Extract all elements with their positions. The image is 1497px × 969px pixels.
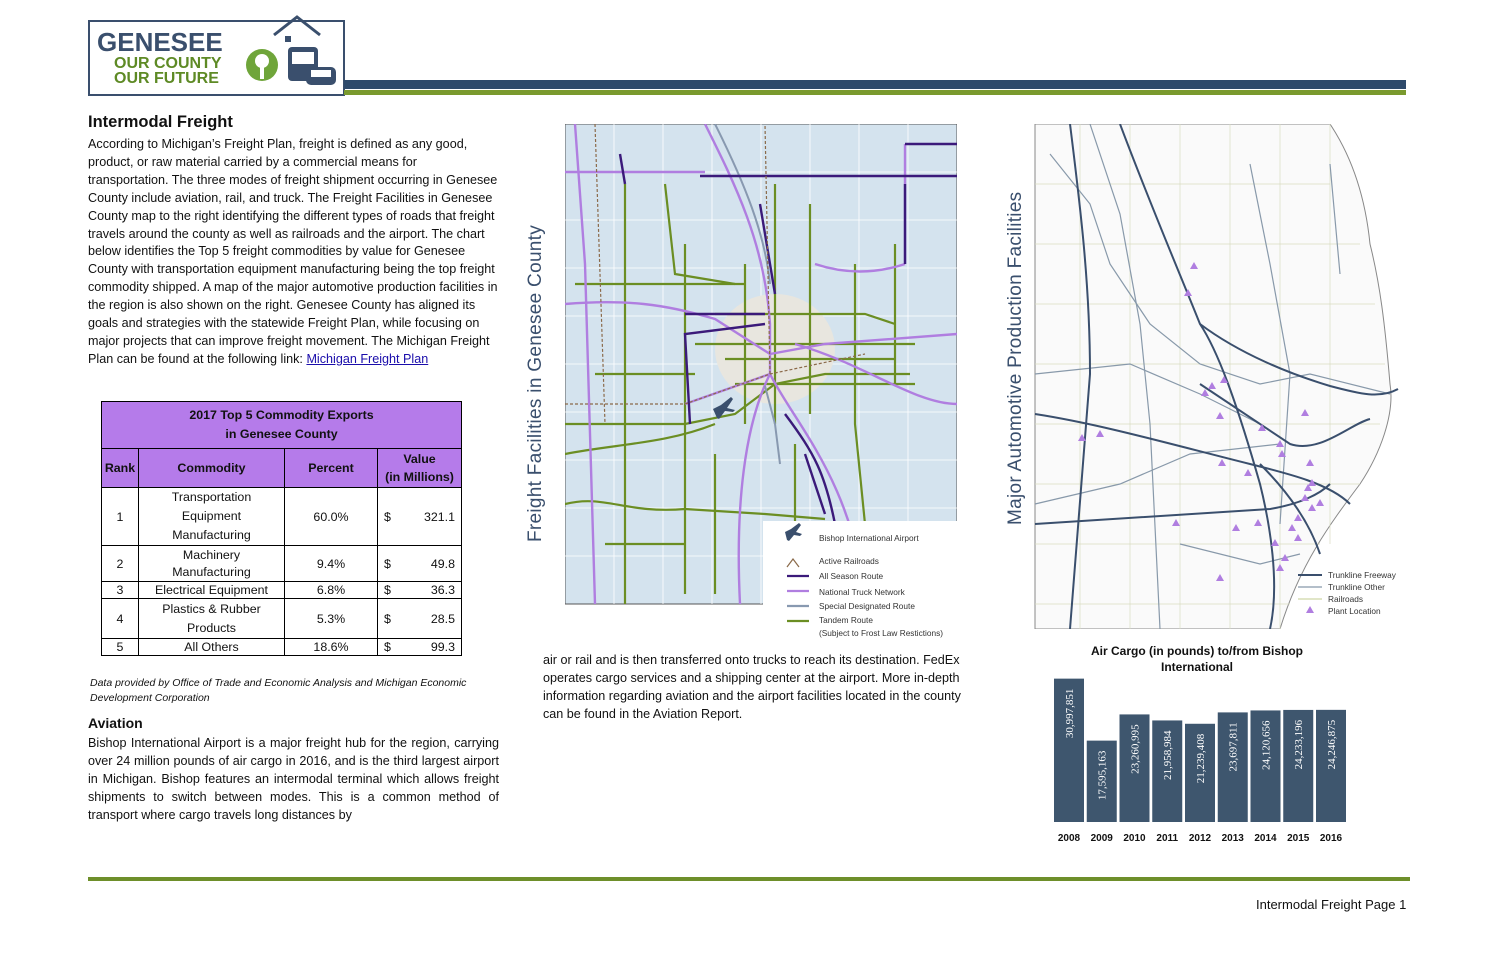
intro-body: According to Michigan’s Freight Plan, freight is defined as any good, product, or raw material carried by a commercial means for transportation. The three modes of freight shipment occurring in Genesee County include aviation, rail, and truck. The Freight Facilities in Genesee County map to the right identifying the different types of roads that freight travels around the county as well as railroads and the airport. The chart below identifies the Top 5 freight commodities by value for Genesee County with transportation equipment manufacturing being the top freight commodity shipped. A map of the major automotive production facilities in the region is also shown on the right. Genesee County has aligned its goals and strategies with the statewide Freight Plan, while focusing on major projects that can improve freight movement. The Michigan Freight Plan can be found at the following link: [88,137,498,366]
legend-national-truck: National Truck Network [819,587,905,597]
chart-data-label: 24,120,656 [1260,720,1273,770]
chart-x-tick: 2013 [1221,833,1244,844]
chart-x-tick: 2011 [1156,833,1179,844]
legend-plant-location: Plant Location [1328,606,1381,616]
cell-value [378,582,462,599]
cell-value [378,546,462,582]
table-row [102,599,462,639]
michigan-region [1035,124,1391,629]
logo-line1: OUR COUNTY [114,55,222,72]
cell-percent: 18.6% [285,639,378,656]
chart-data-label: 21,239,408 [1195,733,1207,784]
chart-x-tick: 2016 [1319,833,1343,844]
cell-commodity: All Others [139,639,285,656]
legend-frost-law-note: (Subject to Frost Law Restictions) [819,628,944,638]
cell-rank: 1 [102,488,139,546]
freight-facilities-map [565,124,957,644]
chart-data-label: 17,595,163 [1096,750,1109,801]
chart-data-label: 24,246,875 [1326,719,1338,770]
freight-map-legend [763,521,957,639]
cell-currency: $ [384,640,391,654]
cell-amount: 28.5 [430,611,455,626]
footer-rule [88,877,1410,881]
table-row [102,639,462,656]
cell-value [378,599,462,639]
legend-active-railroads: Active Railroads [819,556,879,566]
header-band-green [344,90,1406,95]
cell-rank: 2 [102,546,139,582]
col-header-value-line1: Value [403,452,436,466]
chart-x-tick: 2015 [1287,833,1310,844]
table-row [102,546,462,582]
cell-rank: 4 [102,599,139,639]
auto-map-title: Major Automotive Production Facilities [1005,191,1026,525]
legend-railroads: Railroads [1328,594,1364,604]
table-caption-line2: in Genesee County [225,427,338,441]
cell-currency: $ [384,583,391,597]
auto-map-legend [1298,570,1397,616]
table-row [102,488,462,546]
aviation-paragraph: Bishop International Airport is a major freight hub for the region, carrying over 24 million pounds of air cargo in 2016, and is the third largest airport in Michigan. Bishop features an intermodal terminal which allows freight shipments to switch between modes. This is a common method of transport where cargo travels long distances by [88,736,499,822]
genesee-logo [88,15,346,97]
cell-rank: 3 [102,582,139,599]
chart-x-tick: 2014 [1254,833,1277,844]
cell-percent: 5.3% [285,599,378,639]
cell-commodity: Electrical Equipment [139,582,285,599]
section-title-intermodal: Intermodal Freight [88,113,233,131]
chart-x-tick: 2009 [1090,833,1113,844]
page-footer-label: Intermodal Freight Page 1 [1256,897,1407,912]
col-header-commodity: Commodity [139,449,285,488]
legend-special-designated: Special Designated Route [819,601,915,611]
data-source-note: Data provided by Office of Trade and Economic Analysis and Michigan Economic Development Corporation [90,677,467,704]
cell-commodity: Machinery Manufacturing [139,546,285,582]
col-header-percent: Percent [285,449,378,488]
cell-value [378,488,462,546]
cell-amount: 321.1 [423,509,455,524]
col-header-value-line2: (in Millions) [385,470,454,484]
cell-commodity: Transportation Equipment Manufacturing [139,488,285,546]
cell-amount: 49.8 [430,556,455,571]
air-cargo-chart [1045,640,1365,850]
freight-map-title: Freight Facilities in Genesee County [525,224,546,542]
aviation-paragraph-continued: air or rail and is then transferred onto trucks to reach its destination. FedEx operates cargo services and a shipping center at the airport. More in-depth information regarding aviation and the airport facilities located in the county can be found in the Aviation Report. [543,653,961,721]
chart-title-line2: International [1160,660,1234,674]
table-caption [102,402,462,449]
automotive-facilities-map [1030,124,1405,629]
legend-all-season: All Season Route [819,571,884,581]
header-band-navy [344,80,1406,89]
col-header-rank: Rank [102,449,139,488]
cell-percent: 9.4% [285,546,378,582]
table-caption-line1: 2017 Top 5 Commodity Exports [189,408,374,422]
section-title-aviation: Aviation [88,715,143,731]
chart-data-label: 24,233,196 [1293,719,1306,770]
plant-triangle-icon [1306,606,1314,613]
cell-commodity: Plastics & Rubber Products [139,599,285,639]
cell-amount: 36.3 [430,583,455,597]
cell-rank: 5 [102,639,139,656]
cell-value [378,639,462,656]
legend-trunkline-other: Trunkline Other [1328,582,1385,592]
commodity-exports-table [101,401,462,656]
chart-data-label: 23,697,811 [1227,722,1240,772]
intro-paragraph [88,136,500,369]
logo-line2: OUR FUTURE [114,70,219,87]
michigan-freight-plan-link[interactable]: Michigan Freight Plan [306,351,429,366]
legend-airport: Bishop International Airport [819,533,919,543]
chart-data-label: 23,260,995 [1129,724,1142,774]
legend-trunkline-freeway: Trunkline Freeway [1328,570,1396,580]
table-row [102,582,462,599]
cell-percent: 60.0% [285,488,378,546]
legend-tandem: Tandem Route [819,615,873,625]
cell-currency: $ [384,611,391,626]
cell-percent: 6.8% [285,582,378,599]
cell-currency: $ [384,556,391,571]
chart-data-label: 21,958,984 [1162,730,1175,780]
chart-x-tick: 2012 [1188,833,1212,844]
col-header-value [378,449,462,488]
logo-word: GENESEE [97,27,223,57]
cell-currency: $ [384,509,391,524]
chart-x-tick-labels [1058,833,1343,844]
chart-data-label: 30,997,851 [1064,688,1076,739]
cell-amount: 99.3 [430,640,455,654]
chart-title-line1: Air Cargo (in pounds) to/from Bishop [1091,644,1303,658]
chart-x-tick: 2008 [1057,833,1081,844]
chart-x-tick: 2010 [1123,833,1146,844]
